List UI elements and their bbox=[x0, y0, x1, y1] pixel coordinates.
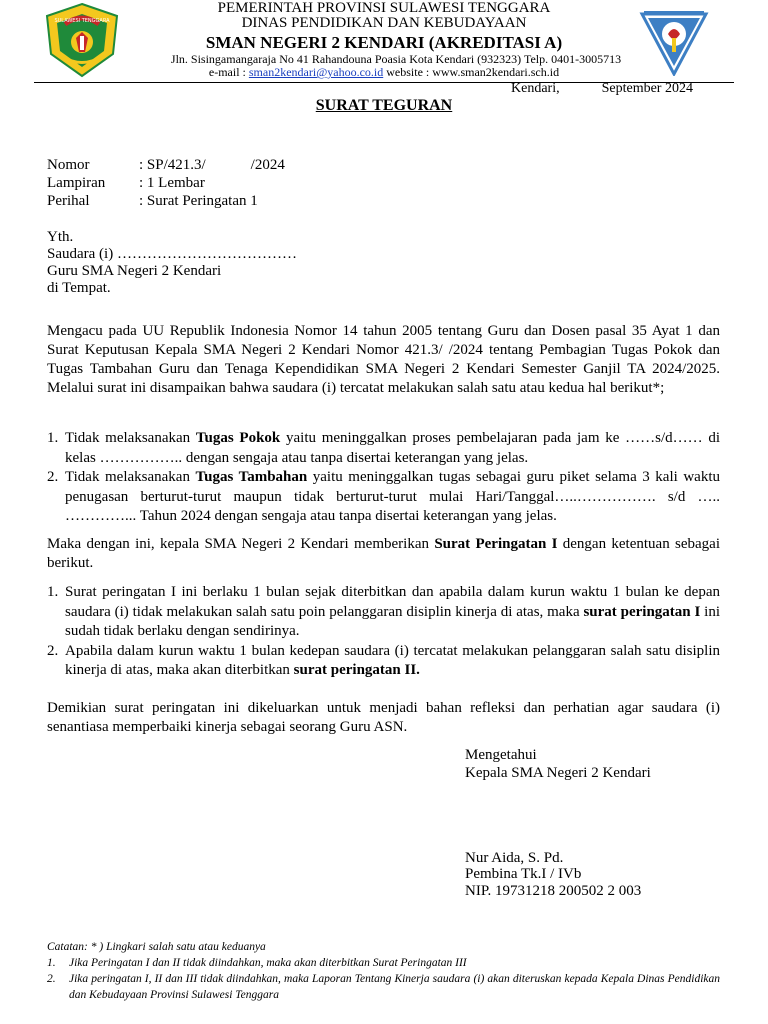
notes-heading: Catatan: * ) Lingkari salah satu atau keduanya bbox=[47, 941, 266, 953]
item-text: Surat peringatan I ini berlaku 1 bulan sejak diterbitkan dan apabila dalam kurun waktu 1 bulan ke depan saudara (i) tidak melakukan salah satu poin pelanggaran disiplin kinerja di atas, maka bbox=[65, 584, 720, 620]
letter-title: SURAT TEGURAN bbox=[315, 97, 453, 114]
meta-key: Lampiran bbox=[47, 175, 106, 191]
signature-nip: NIP. 19731218 200502 2 003 bbox=[465, 883, 642, 899]
item-bold: surat peringatan I bbox=[583, 603, 701, 620]
meta-key: Nomor bbox=[47, 157, 90, 173]
meta-value: : SP/421.3/ /2024 bbox=[139, 157, 285, 173]
school-name: SMAN NEGERI 2 KENDARI (AKREDITASI A) bbox=[205, 33, 563, 52]
note-number: 2. bbox=[47, 973, 56, 985]
school-address: Jln. Sisingamangaraja No 41 Rahandouna Poasia Kota Kendari (932323) Telp. 0401-3005713 bbox=[170, 52, 622, 66]
item-text: ini sudah tidak berlaku dengan sendirinya. bbox=[65, 603, 720, 639]
item-text: yaitu meninggalkan proses pembelajaran pada jam ke ……s/d…… di kelas …………….. dengan sengaja atau tanpa disertai keterangan yang jelas. bbox=[65, 430, 721, 466]
date-city: Kendari, bbox=[511, 81, 560, 96]
email-label: e-mail : bbox=[208, 65, 249, 79]
violation-item bbox=[47, 429, 720, 468]
meta-value: : Surat Peringatan 1 bbox=[139, 193, 258, 209]
decision-text: dengan ketentuan sebagai berikut. bbox=[47, 536, 720, 571]
decision-bold: Surat Peringatan I bbox=[434, 536, 558, 552]
crest-ribbon-text: SULAWESI TENGGARA bbox=[54, 18, 110, 24]
term-item bbox=[47, 583, 720, 642]
decision-text: Maka dengan ini, kepala SMA Negeri 2 Kendari memberikan bbox=[47, 536, 435, 552]
email-link[interactable]: sman2kendari@yahoo.co.id bbox=[248, 65, 384, 79]
item-text: Tidak melaksanakan bbox=[65, 469, 196, 485]
violations-list bbox=[47, 429, 720, 527]
meta-row-perihal bbox=[47, 193, 258, 210]
item-number: 1. bbox=[47, 430, 59, 446]
letter-date bbox=[511, 81, 693, 97]
note-number: 1. bbox=[47, 957, 56, 969]
item-bold: surat peringatan II. bbox=[293, 662, 420, 678]
item-number: 1. bbox=[47, 584, 59, 600]
signature-position: Kepala SMA Negeri 2 Kendari bbox=[465, 765, 651, 781]
website-text: website : www.sman2kendari.sch.id bbox=[383, 65, 560, 79]
item-text: yaitu meninggalkan tugas sebagai guru piket selama 3 kali waktu penugasan berturut-turut maupun tidak berturut-turut mulai Hari/Tanggal…..……………. s/d ….. …………... Tahun 2024 dengan sengaja atau tanpa disertai keterangan yang jelas. bbox=[65, 469, 720, 524]
meta-row-lampiran bbox=[47, 175, 205, 192]
meta-row-nomor bbox=[47, 157, 285, 174]
recipient-yth: Yth. bbox=[47, 229, 74, 245]
signature-rank: Pembina Tk.I / IVb bbox=[465, 866, 582, 882]
item-bold: Tugas Pokok bbox=[195, 430, 281, 446]
signature-name: Nur Aida, S. Pd. bbox=[465, 850, 564, 866]
decision-paragraph bbox=[47, 535, 720, 573]
meta-key: Perihal bbox=[47, 193, 90, 209]
note-item bbox=[47, 971, 720, 1003]
violation-item bbox=[47, 468, 720, 527]
closing-paragraph: Demikian surat peringatan ini dikeluarkan untuk menjadi bahan refleksi dan perhatian agar saudara (i) senantiasa memperbaiki kinerja sebagai seorang Guru ASN. bbox=[47, 700, 720, 735]
contact-line bbox=[0, 65, 768, 80]
meta-value: : 1 Lembar bbox=[139, 175, 205, 191]
note-item bbox=[47, 955, 720, 971]
letterhead-line2: DINAS PENDIDIKAN DAN KEBUDAYAAN bbox=[241, 15, 527, 31]
item-bold: Tugas Tambahan bbox=[195, 469, 308, 485]
recipient-saudara: Saudara (i) ……………………………… bbox=[47, 246, 297, 262]
notes-section bbox=[47, 939, 720, 1003]
term-item bbox=[47, 642, 720, 681]
note-text: Jika peringatan I, II dan III tidak diindahkan, maka Laporan Tentang Kinerja saudara (i) akan diteruskan kepada Kepala Dinas Pendidikan dan Kebudayaan Provinsi Sulawesi Tenggara bbox=[69, 973, 720, 1001]
date-month-year: September 2024 bbox=[601, 81, 693, 96]
letterhead-line1: PEMERINTAH PROVINSI SULAWESI TENGGARA bbox=[217, 0, 551, 16]
note-text: Jika Peringatan I dan II tidak diindahkan, maka akan diterbitkan Surat Peringatan III bbox=[69, 957, 467, 969]
item-text: Tidak melaksanakan bbox=[65, 430, 196, 446]
terms-list bbox=[47, 583, 720, 681]
recipient-place: di Tempat. bbox=[47, 280, 111, 296]
item-number: 2. bbox=[47, 469, 59, 485]
recipient-role: Guru SMA Negeri 2 Kendari bbox=[47, 263, 222, 279]
item-number: 2. bbox=[47, 642, 59, 659]
item-text: Apabila dalam kurun waktu 1 bulan kedepan saudara (i) tercatat melakukan pelanggaran salah satu disiplin kinerja di atas, maka akan diterbitkan bbox=[65, 642, 720, 678]
signature-acknowledged: Mengetahui bbox=[465, 747, 537, 763]
intro-paragraph: Mengacu pada UU Republik Indonesia Nomor 14 tahun 2005 tentang Guru dan Dosen pasal 35 Ayat 1 dan Surat Keputusan Kepala SMA Negeri 2 Kendari Nomor 421.3/ /2024 tentang Pembagian Tugas Pokok dan Tugas Tambahan Guru dan Tenaga Kependidikan SMA Negeri 2 Kendari Semester Ganjil TA 2024/2025. Melalui surat ini disampaikan bahwa saudara (i) tercatat melakukan salah satu atau kedua hal berikut*; bbox=[47, 323, 720, 396]
